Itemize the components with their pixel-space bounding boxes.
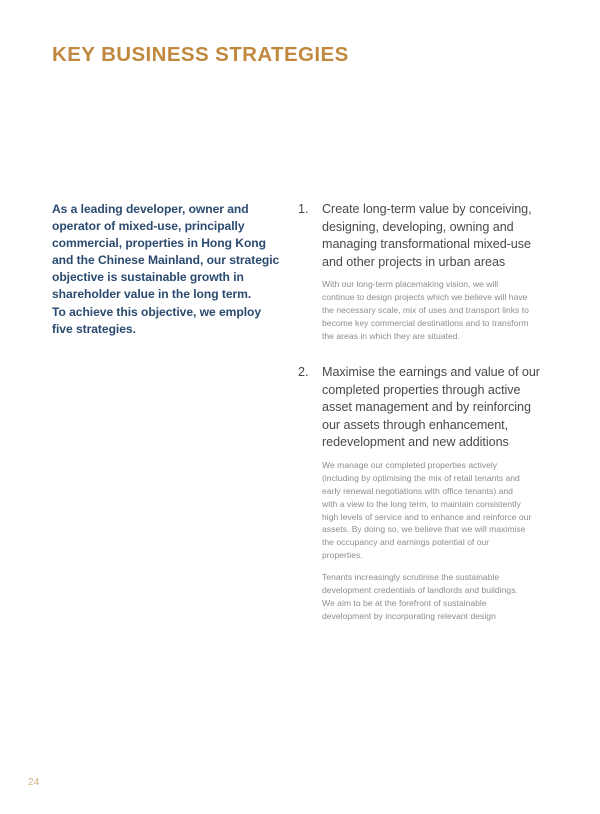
intro-line: To achieve this objective, we employ <box>52 304 262 319</box>
strategy-heading-line: asset management and by reinforcing <box>322 400 531 415</box>
strategy-paragraph <box>322 459 550 562</box>
intro-line: operator of mixed-use, principally <box>52 219 245 234</box>
strategy-paragraph-line: become key commercial destinations and to transform <box>322 318 529 329</box>
strategy-heading <box>322 201 550 271</box>
strategy-paragraph-line: We manage our completed properties actively <box>322 459 498 470</box>
strategy-paragraph-line: With our long-term placemaking vision, we will <box>322 279 499 290</box>
strategy-paragraph-line: (including by optimising the mix of retail tenants and <box>322 472 520 483</box>
strategy-paragraph <box>322 571 550 623</box>
intro-line: shareholder value in the long term. <box>52 287 252 302</box>
strategy-paragraph-line: the necessary scale, mix of uses and transport links to <box>322 305 529 316</box>
strategy-paragraph <box>322 278 550 343</box>
intro-column <box>52 201 280 338</box>
strategies-column <box>296 201 550 623</box>
intro-line: objective is sustainable growth in <box>52 270 244 285</box>
strategy-paragraph-line: the areas in which they are situated. <box>322 331 460 341</box>
strategy-paragraph-line: the occupancy and earnings potential of our <box>322 537 490 548</box>
intro-line: five strategies. <box>52 321 136 336</box>
strategy-heading-line: designing, developing, owning and <box>322 219 514 234</box>
intro-line: commercial, properties in Hong Kong <box>52 236 266 251</box>
strategy-paragraph-line: continue to design projects which we believe will have <box>322 292 528 303</box>
strategy-paragraph-line: We aim to be at the forefront of sustainable <box>322 597 487 608</box>
strategy-heading-line: managing transformational mixed-use <box>322 237 531 252</box>
strategy-paragraph-line: early renewal negotiations with office tenants) and <box>322 485 513 496</box>
page-number: 24 <box>28 777 40 788</box>
strategy-paragraph-line: development credentials of landlords and buildings. <box>322 585 518 596</box>
strategy-paragraph-line: development by incorporating relevant design <box>322 610 496 621</box>
strategy-number: 2. <box>298 364 309 379</box>
intro-line: and the Chinese Mainland, our strategic <box>52 253 280 268</box>
strategy-heading-line: our assets through enhancement, <box>322 417 509 432</box>
strategy-number: 1. <box>298 202 309 216</box>
strategy-body <box>322 459 550 623</box>
strategy-heading-line: Maximise the earnings and value of our <box>322 364 540 379</box>
strategy-heading <box>322 364 550 452</box>
intro-line: As a leading developer, owner and <box>52 202 249 216</box>
content-columns <box>0 201 600 623</box>
page-title: KEY BUSINESS STRATEGIES <box>52 42 349 66</box>
intro-statement <box>52 201 280 338</box>
strategy-heading-line: completed properties through active <box>322 382 521 397</box>
strategy-heading-line: redevelopment and new additions <box>322 435 509 450</box>
strategy-paragraph-line: high levels of service and to enhance and reinforce our <box>322 511 532 522</box>
strategy-paragraph-line: Tenants increasingly scrutinise the sustainable <box>322 572 500 583</box>
strategy-item <box>296 201 550 343</box>
strategy-heading-line: and other projects in urban areas <box>322 254 506 269</box>
strategy-paragraph-line: assets. By doing so, we believe that we will maximise <box>322 524 526 535</box>
strategy-paragraph-line: properties. <box>322 550 363 561</box>
strategy-body <box>322 278 550 343</box>
strategy-list <box>296 201 550 623</box>
strategy-paragraph-line: with a view to the long term, to maintain consistently <box>322 498 521 509</box>
strategy-heading-line: Create long-term value by conceiving, <box>322 202 532 216</box>
strategy-item <box>296 364 550 623</box>
